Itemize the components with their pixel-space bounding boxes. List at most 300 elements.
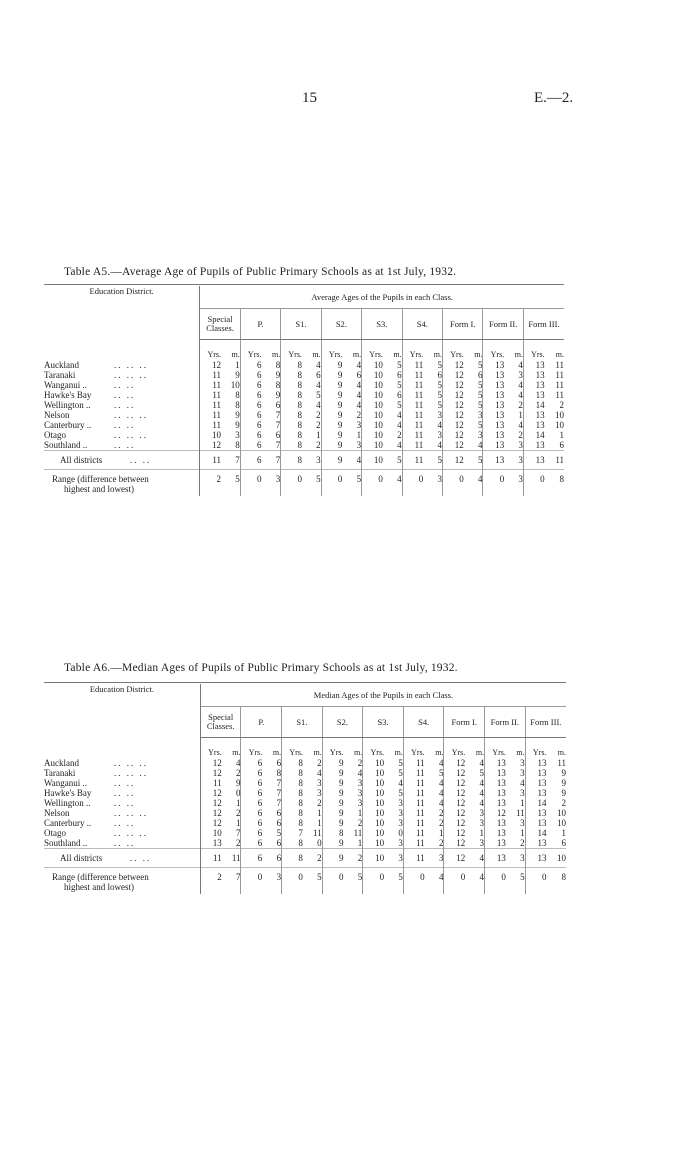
years-value: 8 bbox=[297, 440, 302, 450]
months-value: 9 bbox=[222, 778, 241, 788]
years-value: 13 bbox=[495, 440, 505, 450]
district-name-cell bbox=[44, 849, 200, 868]
months-value: 2 bbox=[303, 849, 322, 868]
years-value: 11 bbox=[416, 798, 425, 808]
all-districts-label: All districts bbox=[60, 455, 103, 465]
years-value: 12 bbox=[456, 768, 466, 778]
unit-months: m. bbox=[384, 738, 403, 759]
district-name: Wellington .. bbox=[44, 400, 91, 410]
months-value: 7 bbox=[262, 778, 281, 788]
district-name-cell bbox=[44, 778, 200, 788]
years-value: 8 bbox=[297, 360, 302, 370]
months-value: 3 bbox=[384, 798, 403, 808]
years-value: 0 bbox=[485, 868, 506, 895]
table-row bbox=[44, 808, 566, 818]
months-value: 4 bbox=[504, 390, 523, 400]
years-value: 12 bbox=[454, 360, 464, 370]
months-value: 5 bbox=[384, 868, 403, 895]
months-value: 1 bbox=[221, 360, 240, 370]
unit-years: Yrs. bbox=[208, 748, 222, 757]
years-value: 6 bbox=[240, 451, 261, 470]
months-value: 7 bbox=[261, 451, 280, 470]
months-value: 4 bbox=[425, 798, 444, 808]
years-value: 6 bbox=[257, 838, 263, 848]
months-value: 2 bbox=[504, 430, 523, 440]
months-value: 1 bbox=[302, 430, 321, 440]
years-value: 0 bbox=[523, 470, 544, 497]
class-header: S4. bbox=[402, 309, 442, 340]
months-value: 5 bbox=[302, 470, 321, 497]
months-value: 4 bbox=[425, 778, 444, 788]
years-value: 2 bbox=[200, 868, 221, 895]
months-value: 4 bbox=[465, 868, 484, 895]
months-value: 9 bbox=[261, 370, 280, 380]
years-value: 11 bbox=[212, 410, 222, 420]
years-value: 12 bbox=[454, 440, 464, 450]
class-header: S3. bbox=[363, 707, 404, 738]
district-name: Southland .. bbox=[44, 440, 88, 450]
district-name-cell bbox=[44, 410, 200, 420]
months-value: 8 bbox=[221, 400, 240, 410]
months-value: 7 bbox=[222, 828, 241, 838]
years-value: 9 bbox=[337, 440, 343, 450]
unit-months: m. bbox=[222, 738, 241, 759]
months-value: 8 bbox=[262, 768, 281, 778]
months-value: 8 bbox=[261, 380, 280, 390]
years-value: 11 bbox=[416, 828, 425, 838]
months-value: 2 bbox=[561, 798, 566, 808]
years-value: 12 bbox=[212, 788, 222, 798]
years-value: 0 bbox=[402, 470, 423, 497]
years-value: 12 bbox=[454, 400, 464, 410]
district-name-cell bbox=[44, 380, 200, 390]
months-value: 11 bbox=[506, 808, 525, 818]
leader-dots: .. .. bbox=[114, 400, 136, 410]
months-value: 6 bbox=[262, 838, 281, 849]
months-value: 4 bbox=[342, 400, 361, 410]
years-value: 13 bbox=[537, 838, 547, 848]
months-value: 6 bbox=[262, 758, 281, 768]
units-row bbox=[44, 738, 566, 759]
months-value: 4 bbox=[504, 380, 523, 390]
months-value: 3 bbox=[221, 430, 240, 440]
unit-months: m. bbox=[302, 340, 321, 361]
years-value: 0 bbox=[444, 868, 465, 895]
months-value: 4 bbox=[465, 849, 484, 868]
years-value: 6 bbox=[257, 808, 263, 818]
years-value: 12 bbox=[443, 451, 464, 470]
years-value: 13 bbox=[496, 828, 506, 838]
class-header: P. bbox=[240, 309, 280, 340]
table-row bbox=[44, 758, 566, 768]
years-value: 12 bbox=[454, 420, 464, 430]
unit-years: Yrs. bbox=[328, 350, 343, 359]
header-row bbox=[44, 684, 566, 707]
years-value: 12 bbox=[212, 360, 222, 370]
years-value: 9 bbox=[338, 778, 344, 788]
months-value: 6 bbox=[262, 808, 281, 818]
years-value: 10 bbox=[373, 430, 383, 440]
table-row bbox=[44, 849, 566, 868]
years-value: 8 bbox=[298, 838, 303, 848]
months-value: 3 bbox=[261, 470, 280, 497]
months-value: 4 bbox=[383, 470, 402, 497]
unit-months: m. bbox=[343, 738, 362, 759]
months-value: 2 bbox=[425, 808, 444, 818]
table-row bbox=[44, 470, 564, 497]
months-value: 5 bbox=[464, 400, 483, 410]
months-value: 6 bbox=[262, 849, 281, 868]
months-value: 5 bbox=[423, 360, 442, 370]
district-name: Wanganui .. bbox=[44, 778, 88, 788]
years-value: 9 bbox=[337, 370, 343, 380]
months-value: 2 bbox=[559, 400, 564, 410]
years-value: 12 bbox=[212, 758, 222, 768]
years-value: 11 bbox=[414, 380, 424, 390]
unit-years: Yrs. bbox=[247, 350, 262, 359]
months-value: 4 bbox=[465, 758, 484, 768]
years-value: 6 bbox=[241, 849, 262, 868]
class-span-header: Average Ages of the Pupils in each Class. bbox=[200, 286, 564, 309]
years-value: 8 bbox=[297, 370, 302, 380]
unit-years: Yrs. bbox=[288, 350, 302, 359]
months-value: 2 bbox=[302, 420, 321, 430]
months-value: 10 bbox=[555, 410, 564, 420]
years-value: 0 bbox=[363, 868, 384, 895]
years-value: 9 bbox=[322, 849, 343, 868]
months-value: 5 bbox=[262, 828, 281, 838]
months-value: 3 bbox=[343, 788, 362, 798]
district-name-cell bbox=[44, 420, 200, 430]
district-name: Nelson bbox=[44, 410, 70, 420]
table-row bbox=[44, 400, 564, 410]
years-value: 10 bbox=[375, 778, 385, 788]
years-value: 11 bbox=[200, 451, 221, 470]
unit-months: m. bbox=[261, 340, 280, 361]
months-value: 2 bbox=[342, 410, 361, 420]
months-value: 4 bbox=[342, 360, 361, 370]
table-a6 bbox=[44, 682, 566, 894]
unit-years: Yrs. bbox=[289, 748, 303, 757]
district-name-cell bbox=[44, 838, 200, 849]
table-row bbox=[44, 768, 566, 778]
unit-months: m. bbox=[262, 738, 281, 759]
months-value: 5 bbox=[423, 390, 442, 400]
years-value: 10 bbox=[373, 390, 383, 400]
table-row bbox=[44, 798, 566, 808]
months-value: 10 bbox=[555, 420, 564, 430]
unit-years: Yrs. bbox=[369, 350, 383, 359]
leader-dots: .. .. bbox=[130, 853, 152, 863]
months-value: 9 bbox=[261, 390, 280, 400]
months-value: 1 bbox=[506, 798, 525, 808]
years-value: 13 bbox=[496, 798, 506, 808]
unit-months: m. bbox=[342, 340, 361, 361]
months-value: 11 bbox=[555, 390, 564, 400]
district-name: Hawke's Bay bbox=[44, 390, 92, 400]
class-header: S4. bbox=[403, 707, 444, 738]
district-name-cell bbox=[44, 390, 200, 400]
months-value: 5 bbox=[302, 390, 321, 400]
unit-years: Yrs. bbox=[207, 350, 222, 359]
district-name-cell bbox=[44, 828, 200, 838]
months-value: 3 bbox=[384, 838, 403, 849]
years-value: 8 bbox=[282, 849, 303, 868]
district-name-cell bbox=[44, 758, 200, 768]
months-value: 2 bbox=[303, 798, 322, 808]
months-value: 3 bbox=[504, 370, 523, 380]
table-row bbox=[44, 420, 564, 430]
years-value: 11 bbox=[416, 778, 425, 788]
class-header: S1. bbox=[282, 707, 323, 738]
years-value: 9 bbox=[337, 390, 343, 400]
years-value: 9 bbox=[337, 430, 343, 440]
years-value: 11 bbox=[414, 420, 424, 430]
years-value: 11 bbox=[402, 451, 423, 470]
page-header bbox=[0, 90, 700, 114]
months-value: 1 bbox=[303, 818, 322, 828]
leader-dots: .. .. .. bbox=[114, 370, 148, 380]
months-value: 2 bbox=[506, 838, 525, 849]
years-value: 9 bbox=[338, 788, 344, 798]
leader-dots: .. .. bbox=[114, 788, 136, 798]
class-header: S3. bbox=[362, 309, 402, 340]
range-label-line2: highest and lowest) bbox=[64, 882, 134, 892]
years-value: 10 bbox=[373, 440, 383, 450]
months-value: 4 bbox=[465, 798, 484, 808]
years-value: 10 bbox=[373, 370, 383, 380]
years-value: 13 bbox=[535, 420, 545, 430]
months-value: 8 bbox=[221, 440, 240, 451]
years-value: 6 bbox=[256, 390, 262, 400]
years-value: 10 bbox=[375, 798, 385, 808]
years-value: 10 bbox=[362, 451, 383, 470]
table-row bbox=[44, 390, 564, 400]
years-value: 11 bbox=[414, 400, 424, 410]
years-value: 11 bbox=[414, 410, 424, 420]
table-row bbox=[44, 838, 566, 849]
years-value: 10 bbox=[375, 788, 385, 798]
years-value: 10 bbox=[373, 380, 383, 390]
years-value: 12 bbox=[212, 798, 222, 808]
years-value: 11 bbox=[414, 390, 424, 400]
years-value: 8 bbox=[298, 788, 303, 798]
years-value: 0 bbox=[240, 470, 261, 497]
months-value: 9 bbox=[221, 410, 240, 420]
months-value: 2 bbox=[383, 430, 402, 440]
months-value: 1 bbox=[342, 430, 361, 440]
years-value: 9 bbox=[338, 808, 344, 818]
months-value: 11 bbox=[222, 849, 241, 868]
years-value: 13 bbox=[496, 758, 506, 768]
leader-dots: .. .. bbox=[114, 390, 136, 400]
years-value: 12 bbox=[456, 838, 466, 848]
years-value: 8 bbox=[297, 400, 302, 410]
years-value: 13 bbox=[495, 430, 505, 440]
years-value: 8 bbox=[297, 420, 302, 430]
years-value: 13 bbox=[496, 838, 506, 848]
years-value: 10 bbox=[373, 400, 383, 410]
district-name: Otago bbox=[44, 430, 66, 440]
months-value: 6 bbox=[261, 400, 280, 410]
years-value: 10 bbox=[373, 360, 383, 370]
years-value: 8 bbox=[281, 451, 302, 470]
years-value: 6 bbox=[256, 360, 262, 370]
months-value: 5 bbox=[383, 360, 402, 370]
years-value: 0 bbox=[403, 868, 424, 895]
years-value: 10 bbox=[375, 758, 385, 768]
months-value: 7 bbox=[261, 420, 280, 430]
months-value: 3 bbox=[423, 410, 442, 420]
class-span-header: Median Ages of the Pupils in each Class. bbox=[200, 684, 566, 707]
table-row bbox=[44, 828, 566, 838]
years-value: 12 bbox=[454, 370, 464, 380]
years-value: 13 bbox=[495, 400, 505, 410]
years-value: 11 bbox=[416, 838, 425, 848]
district-name: Wellington .. bbox=[44, 798, 91, 808]
leader-dots: .. .. .. bbox=[114, 430, 148, 440]
months-value: 3 bbox=[384, 808, 403, 818]
district-name-cell bbox=[44, 470, 200, 497]
months-value: 11 bbox=[555, 360, 564, 370]
leader-dots: .. .. bbox=[114, 818, 136, 828]
years-value: 0 bbox=[241, 868, 262, 895]
months-value: 3 bbox=[506, 768, 525, 778]
years-value: 9 bbox=[338, 758, 344, 768]
years-value: 0 bbox=[525, 868, 546, 895]
header-row bbox=[44, 286, 564, 309]
years-value: 10 bbox=[373, 410, 383, 420]
table-row bbox=[44, 410, 564, 420]
months-value: 3 bbox=[504, 451, 523, 470]
years-value: 12 bbox=[212, 818, 222, 828]
years-value: 6 bbox=[256, 400, 262, 410]
years-value: 6 bbox=[256, 420, 262, 430]
unit-years: Yrs. bbox=[370, 748, 385, 757]
leader-dots: .. .. bbox=[114, 798, 136, 808]
years-value: 13 bbox=[535, 390, 545, 400]
years-value: 11 bbox=[414, 370, 424, 380]
months-value: 2 bbox=[425, 818, 444, 828]
unit-months: m. bbox=[504, 340, 523, 361]
months-value: 3 bbox=[506, 818, 525, 828]
years-value: 11 bbox=[403, 849, 424, 868]
months-value: 5 bbox=[383, 451, 402, 470]
years-value: 0 bbox=[321, 470, 342, 497]
months-value: 9 bbox=[561, 768, 566, 778]
months-value: 9 bbox=[561, 788, 566, 798]
months-value: 10 bbox=[557, 818, 566, 828]
years-value: 13 bbox=[485, 849, 506, 868]
years-value: 9 bbox=[337, 400, 343, 410]
months-value: 6 bbox=[262, 818, 281, 828]
years-value: 11 bbox=[414, 430, 424, 440]
years-value: 13 bbox=[535, 360, 545, 370]
years-value: 12 bbox=[212, 440, 222, 450]
years-value: 10 bbox=[375, 808, 385, 818]
years-value: 12 bbox=[456, 778, 466, 788]
years-value: 11 bbox=[212, 390, 222, 400]
months-value: 7 bbox=[261, 440, 280, 451]
months-value: 8 bbox=[221, 390, 240, 400]
units-blank bbox=[44, 340, 200, 361]
table-row bbox=[44, 360, 564, 370]
class-header: S1. bbox=[281, 309, 321, 340]
years-value: 8 bbox=[297, 430, 302, 440]
months-value: 5 bbox=[383, 380, 402, 390]
months-value: 4 bbox=[383, 440, 402, 451]
years-value: 10 bbox=[212, 430, 222, 440]
unit-months: m. bbox=[423, 340, 442, 361]
months-value: 7 bbox=[221, 451, 240, 470]
months-value: 4 bbox=[343, 768, 362, 778]
unit-years: Yrs. bbox=[248, 748, 263, 757]
months-value: 4 bbox=[504, 420, 523, 430]
units-blank bbox=[44, 738, 200, 759]
years-value: 9 bbox=[337, 360, 343, 370]
years-value: 11 bbox=[416, 818, 425, 828]
years-value: 6 bbox=[256, 380, 262, 390]
district-name: Auckland bbox=[44, 758, 79, 768]
months-value: 3 bbox=[303, 788, 322, 798]
years-value: 0 bbox=[443, 470, 464, 497]
years-value: 13 bbox=[483, 451, 504, 470]
months-value: 4 bbox=[425, 788, 444, 798]
months-value: 9 bbox=[561, 778, 566, 788]
months-value: 4 bbox=[383, 410, 402, 420]
months-value: 3 bbox=[464, 430, 483, 440]
years-value: 13 bbox=[537, 818, 547, 828]
months-value: 4 bbox=[423, 420, 442, 430]
months-value: 3 bbox=[343, 778, 362, 788]
months-value: 1 bbox=[559, 430, 564, 440]
months-value: 4 bbox=[383, 420, 402, 430]
years-value: 13 bbox=[537, 778, 547, 788]
months-value: 1 bbox=[504, 410, 523, 420]
table-row bbox=[44, 430, 564, 440]
unit-years: Yrs. bbox=[490, 350, 505, 359]
months-value: 4 bbox=[425, 868, 444, 895]
unit-years: Yrs. bbox=[450, 350, 464, 359]
months-value: 5 bbox=[464, 390, 483, 400]
class-header: Form I. bbox=[443, 309, 483, 340]
years-value: 13 bbox=[495, 370, 505, 380]
leader-dots: .. .. .. bbox=[114, 360, 148, 370]
months-value: 2 bbox=[425, 838, 444, 849]
years-value: 6 bbox=[257, 768, 263, 778]
years-value: 12 bbox=[454, 430, 464, 440]
leader-dots: .. .. bbox=[114, 380, 136, 390]
months-value: 4 bbox=[384, 778, 403, 788]
months-value: 3 bbox=[384, 818, 403, 828]
leader-dots: .. .. bbox=[114, 778, 136, 788]
months-value: 6 bbox=[561, 838, 566, 848]
table-row bbox=[44, 380, 564, 390]
table-row bbox=[44, 440, 564, 451]
unit-months: m. bbox=[221, 340, 240, 361]
months-value: 2 bbox=[504, 400, 523, 410]
district-column-header: Education District. bbox=[44, 286, 200, 340]
months-value: 3 bbox=[262, 868, 281, 895]
district-name-cell bbox=[44, 768, 200, 778]
months-value: 3 bbox=[506, 849, 525, 868]
years-value: 13 bbox=[496, 768, 506, 778]
months-value: 7 bbox=[262, 798, 281, 808]
years-value: 7 bbox=[298, 828, 303, 838]
months-value: 8 bbox=[546, 868, 566, 895]
months-value: 3 bbox=[425, 849, 444, 868]
months-value: 5 bbox=[464, 360, 483, 370]
